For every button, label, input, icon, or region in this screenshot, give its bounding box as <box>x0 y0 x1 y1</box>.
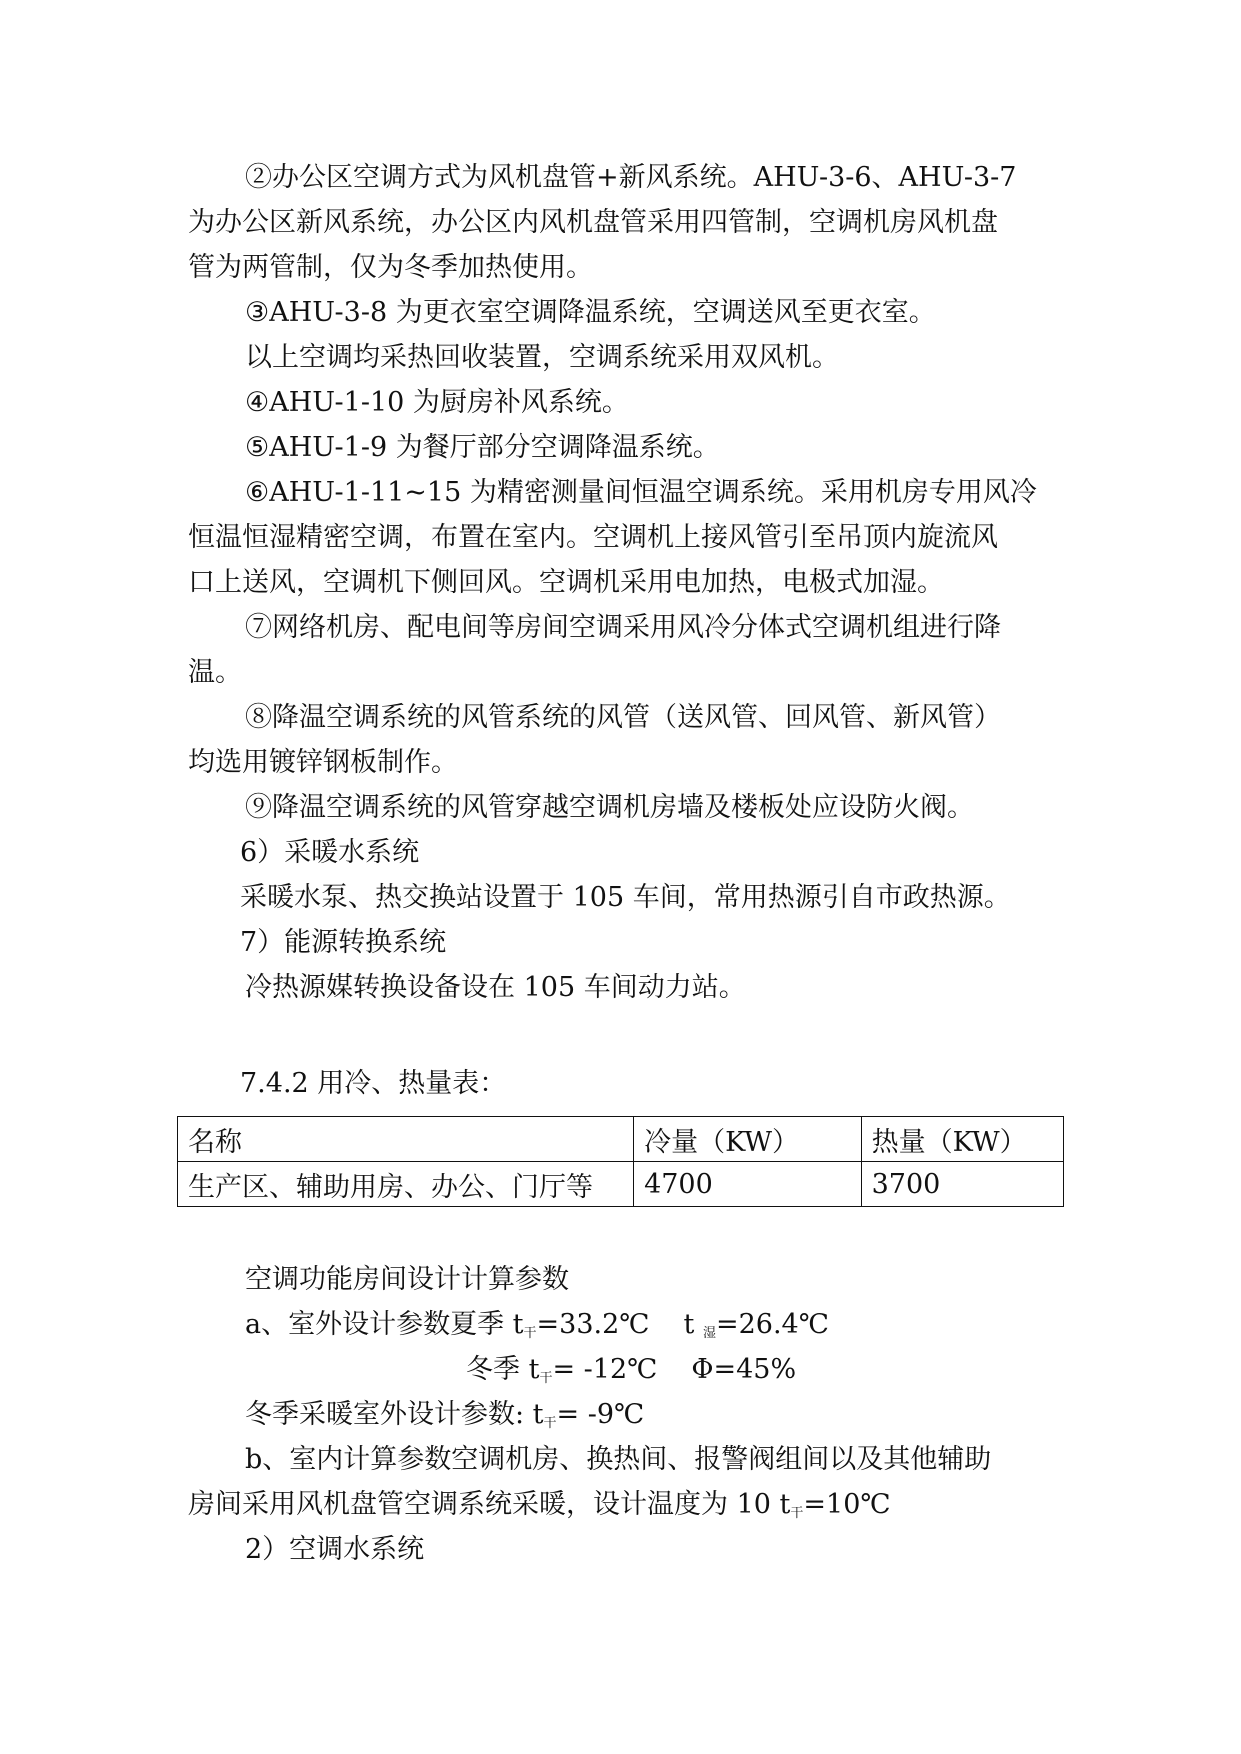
paragraph-line: ⑨降温空调系统的风管穿越空调机房墙及楼板处应设防火阀。 <box>245 792 974 823</box>
param-value: = -9℃ <box>556 1399 645 1430</box>
param-text: t <box>683 1309 695 1340</box>
param-subscript: 干 <box>790 1506 804 1521</box>
paragraph-line: b、室内计算参数空调机房、换热间、报警阀组间以及其他辅助 <box>245 1444 992 1475</box>
table-header-cell: 热量（KW） <box>861 1117 1063 1162</box>
param-line-winter <box>466 1350 796 1399</box>
param-subscript: 干 <box>543 1416 557 1431</box>
table-row <box>178 1162 1064 1207</box>
param-text: a、室外设计参数夏季 t <box>245 1309 524 1340</box>
section-heading: 2）空调水系统 <box>245 1534 425 1565</box>
param-line-summer <box>245 1305 829 1354</box>
param-value: Φ=45% <box>691 1354 797 1385</box>
table-header-cell: 名称 <box>178 1117 634 1162</box>
paragraph-line: 管为两管制，仅为冬季加热使用。 <box>188 252 593 283</box>
paragraph-line: 均选用镀锌钢板制作。 <box>188 747 458 778</box>
paragraph-line: 温。 <box>188 657 242 688</box>
param-value: =26.4℃ <box>715 1309 829 1340</box>
paragraph-line: 采暖水泵、热交换站设置于 105 车间，常用热源引自市政热源。 <box>240 882 1011 913</box>
cooling-heating-table <box>177 1116 1064 1207</box>
paragraph-line: 冷热源媒转换设备设在 105 车间动力站。 <box>245 972 746 1003</box>
param-line-heating <box>245 1395 644 1444</box>
paragraph-line <box>188 1485 1054 1534</box>
paragraph-line: ③AHU-3-8 为更衣室空调降温系统，空调送风至更衣室。 <box>245 297 936 328</box>
paragraph-line: ②办公区空调方式为风机盘管+新风系统。AHU-3-6、AHU-3-7 <box>245 162 1017 193</box>
table-header-cell: 冷量（KW） <box>634 1117 862 1162</box>
paragraph-line: 恒温恒湿精密空调，布置在室内。空调机上接风管引至吊顶内旋流风 <box>188 522 998 553</box>
paragraph-line: ⑥AHU-1-11~15 为精密测量间恒温空调系统。采用机房专用风冷 <box>245 477 1037 508</box>
table-cell: 3700 <box>861 1162 1063 1207</box>
section-heading: 空调功能房间设计计算参数 <box>245 1264 569 1295</box>
param-text: 房间采用风机盘管空调系统采暖，设计温度为 10 t <box>188 1489 791 1520</box>
paragraph-line: 以上空调均采热回收装置，空调系统采用双风机。 <box>245 342 839 373</box>
param-subscript: 干 <box>539 1371 553 1386</box>
param-subscript: 湿 <box>702 1326 716 1341</box>
paragraph-line: 为办公区新风系统，办公区内风机盘管采用四管制，空调机房风机盘 <box>188 207 998 238</box>
param-value: =33.2℃ <box>536 1309 650 1340</box>
table-caption: 7.4.2 用冷、热量表： <box>240 1068 507 1099</box>
param-subscript: 干 <box>523 1326 537 1341</box>
param-value: = -12℃ <box>552 1354 658 1385</box>
section-heading: 6）采暖水系统 <box>240 837 420 868</box>
table-cell: 生产区、辅助用房、办公、门厅等 <box>178 1162 634 1207</box>
section-heading: 7）能源转换系统 <box>240 927 447 958</box>
paragraph-line: ⑤AHU-1-9 为餐厅部分空调降温系统。 <box>245 432 720 463</box>
paragraph-line: 口上送风，空调机下侧回风。空调机采用电加热，电极式加湿。 <box>188 567 944 598</box>
table-cell: 4700 <box>634 1162 862 1207</box>
paragraph-line: ④AHU-1-10 为厨房补风系统。 <box>245 387 629 418</box>
table-header-row <box>178 1117 1064 1162</box>
param-text: 冬季 t <box>466 1354 540 1385</box>
param-text: 冬季采暖室外设计参数: t <box>245 1399 544 1430</box>
paragraph-line: ⑧降温空调系统的风管系统的风管（送风管、回风管、新风管） <box>245 702 1001 733</box>
paragraph-line: ⑦网络机房、配电间等房间空调采用风冷分体式空调机组进行降 <box>245 612 1001 643</box>
param-value: =10℃ <box>803 1489 891 1520</box>
